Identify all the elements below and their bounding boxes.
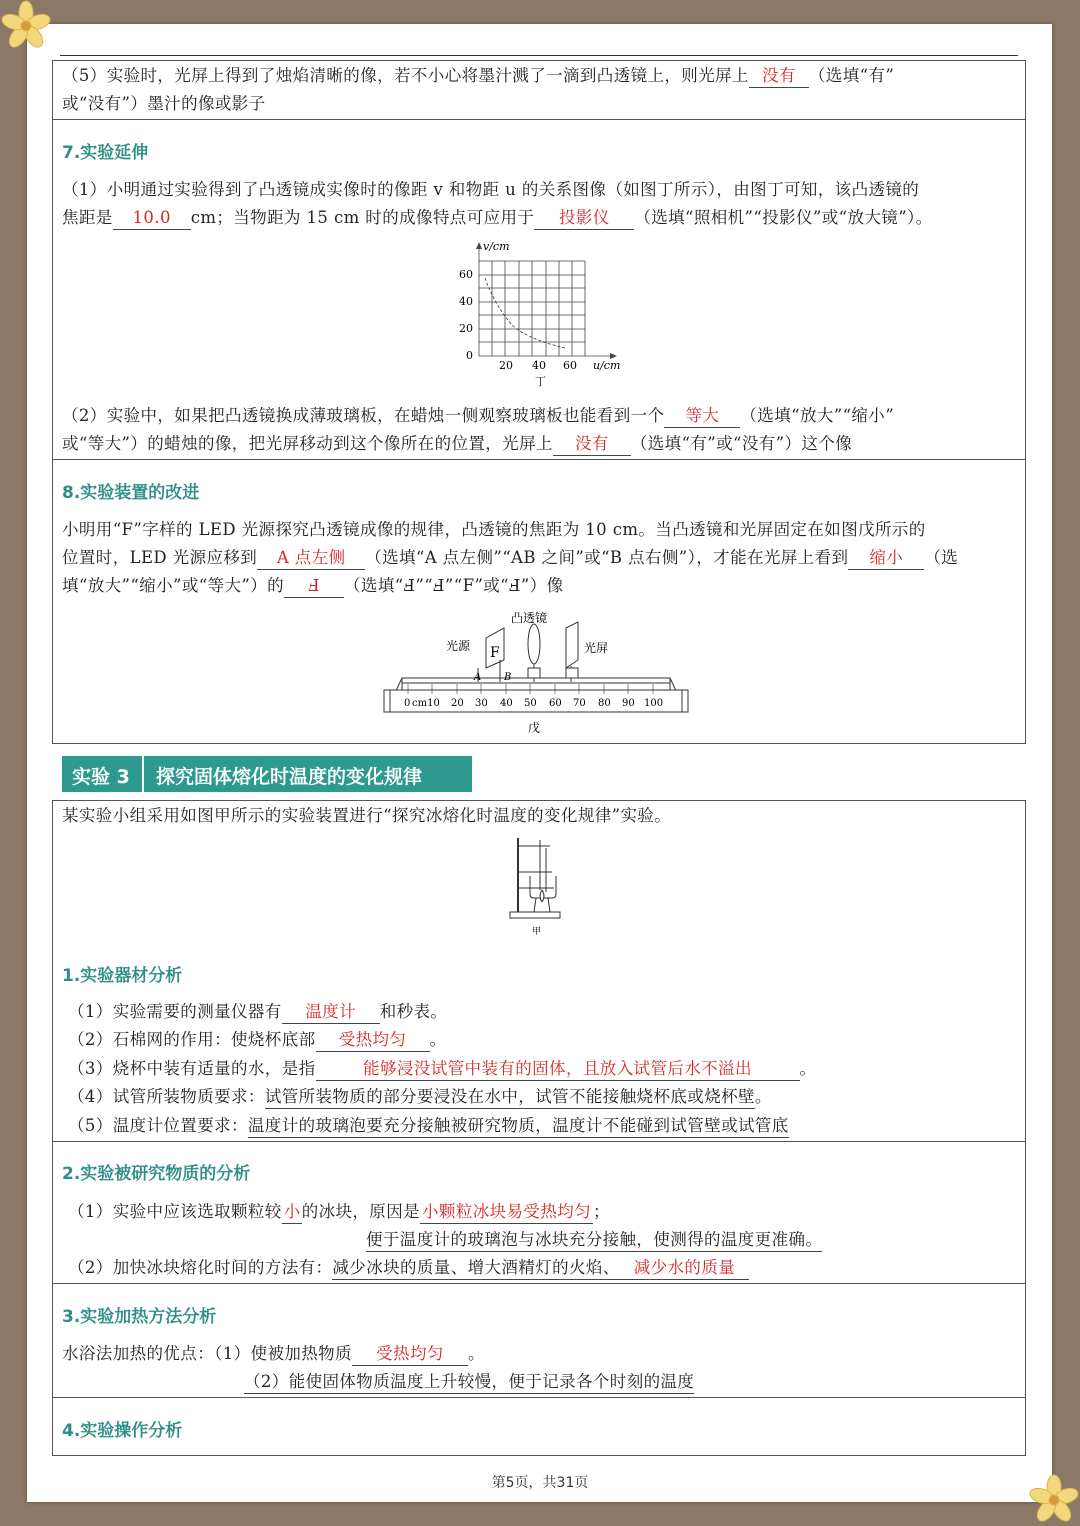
e3-item-2	[244, 1368, 694, 1396]
x-axis-label: u/cm	[593, 359, 621, 372]
y-tick: 0	[466, 349, 473, 362]
divider	[53, 1397, 1025, 1398]
answer-blank: 受热均匀	[316, 1029, 430, 1052]
answer-blank: 小颗粒冰块易受热均匀	[420, 1201, 593, 1224]
s8-line-1: 小明用“F”字样的 LED 光源探究凸透镜成像的规律，凸透镜的焦距为 10 cm。当凸透镜和光屏固定在如图戊所示的	[62, 520, 926, 539]
tick-label: 40	[500, 698, 513, 709]
tick-label: 90	[622, 698, 635, 709]
point-b-label: B	[504, 672, 512, 683]
underlined-answer: 便于温度计的玻璃泡与冰块充分接触，使测得的温度更准确。	[366, 1229, 822, 1252]
tick-label: 60	[549, 698, 562, 709]
answer-blank: Ⅎ	[284, 575, 344, 598]
q5-line-2: 或“没有”）墨汁的像或影子	[62, 94, 266, 113]
tick-label: 20	[451, 698, 464, 709]
figure-caption: 甲	[532, 927, 542, 937]
answer-blank: 能够浸没试管中装有的固体，且放入试管后水不溢出	[316, 1058, 800, 1081]
x-tick: 20	[499, 359, 513, 372]
figure-jia-apparatus	[504, 832, 568, 938]
tick-label: 80	[598, 698, 611, 709]
answer-blank: 10.0	[113, 207, 191, 230]
underlined-answer: （2）能使固体物质温度上升较慢，便于记录各个时刻的温度	[244, 1371, 694, 1394]
tick-label: 50	[524, 698, 537, 709]
tick-label: cm10	[412, 698, 440, 709]
underlined-answer: 温度计的玻璃泡要充分接触被研究物质，温度计不能碰到试管壁或试管底	[248, 1115, 789, 1138]
tick-label: 30	[475, 698, 488, 709]
experiment-number: 实验 3	[72, 766, 130, 788]
figure-wu-optical-bench	[380, 602, 700, 740]
answer-text: 减少水的质量	[633, 1258, 736, 1277]
x-tick: 60	[563, 359, 577, 372]
figure-caption: 丁	[535, 375, 546, 388]
s7-p1-line-2: 焦距是 10.0 cm；当物距为 15 cm 时的成像特点可应用于 投影仪 （选填“照相机”“投影仪”或“放大镜”）。	[62, 204, 933, 232]
page-footer: 第5页，共31页	[491, 1475, 589, 1491]
y-tick: 40	[459, 295, 473, 308]
answer-blank: 投影仪	[534, 207, 634, 230]
header-rule	[60, 55, 1018, 56]
divider	[53, 1283, 1025, 1284]
y-tick: 20	[459, 322, 473, 335]
experiment-banner	[62, 756, 472, 792]
answer-blank: 没有	[553, 433, 631, 456]
tick-label: 0	[404, 698, 411, 709]
y-axis-label: v/cm	[483, 240, 510, 253]
x-tick: 40	[532, 359, 546, 372]
s7-p2-line-2: 或“等大”）的蜡烛的像，把光屏移动到这个像所在的位置，光屏上 没有 （选填“有”或“没有”）这个像	[62, 430, 852, 458]
lens-label: 凸透镜	[511, 611, 548, 625]
s8-line-2: 位置时，LED 光源应移到 A 点左侧 （选填“A 点左侧”“AB 之间”或“B 点右侧”），才能在光屏上看到 缩小 （选	[62, 544, 958, 572]
answer-blank: 没有	[749, 65, 809, 88]
e1-item-5: （5）温度计位置要求：温度计的玻璃泡要充分接触被研究物质，温度计不能碰到试管壁或试管底	[68, 1112, 789, 1140]
underlined-answer: 减少冰块的质量、增大酒精灯的火焰、 减少水的质量	[332, 1257, 749, 1280]
divider	[52, 459, 1026, 460]
intro-text: 某实验小组采用如图甲所示的实验装置进行“探究冰熔化时温度的变化规律”实验。	[62, 806, 672, 825]
source-label: 光源	[446, 639, 471, 653]
divider	[53, 1141, 1025, 1142]
s7-p2-line-1: （2）实验中，如果把凸透镜换成薄玻璃板，在蜡烛一侧观察玻璃板也能看到一个 等大 （选填“放大”“缩小”	[62, 402, 894, 430]
f-letter: F	[490, 645, 500, 661]
screen-label: 光屏	[584, 641, 609, 655]
point-a-label: A	[474, 672, 482, 683]
figure-ding-graph	[455, 238, 635, 390]
answer-blank: 受热均匀	[352, 1343, 468, 1366]
e2-item-1: （1）实验中应该选取颗粒较 小的冰块，原因是 小颗粒冰块易受热均匀 ；	[68, 1198, 610, 1226]
section-title: 4.实验操作分析	[62, 1421, 183, 1441]
s8-line-3: 填“放大”“缩小”或“等大”）的 Ⅎ （选填“Ⅎ”“Ⅎ”“F”或“Ⅎ”）像	[62, 572, 564, 600]
answer-blank: A 点左侧	[257, 547, 365, 570]
answer-blank: 温度计	[282, 1001, 380, 1024]
flower-decoration-icon	[0, 0, 56, 56]
y-tick: 60	[459, 268, 473, 281]
figure-caption: 戊	[528, 721, 541, 735]
underlined-answer: 试管所装物质的部分要浸没在水中，试管不能接触烧杯底或烧杯壁	[265, 1086, 755, 1109]
s7-p1-line-1: （1）小明通过实验得到了凸透镜成实像时的像距 v 和物距 u 的关系图像（如图丁所示），由图丁可知，该凸透镜的	[62, 180, 920, 199]
banner-divider	[142, 756, 144, 792]
section-title: 1.实验器材分析	[62, 966, 183, 986]
tick-label: 100	[644, 698, 664, 709]
divider	[53, 119, 1025, 120]
e1-item-4: （4）试管所装物质要求：试管所装物质的部分要浸没在水中，试管不能接触烧杯底或烧杯壁。	[68, 1083, 772, 1111]
e2-item-2: （2）加快冰块熔化时间的方法有：减少冰块的质量、增大酒精灯的火焰、 减少水的质量	[68, 1254, 749, 1282]
section-title: 2.实验被研究物质的分析	[62, 1164, 251, 1184]
section-title: 3.实验加热方法分析	[62, 1307, 217, 1327]
section-title: 8.实验装置的改进	[62, 483, 200, 503]
e1-item-3: （3）烧杯中装有适量的水，是指 能够浸没试管中装有的固体，且放入试管后水不溢出 。	[68, 1055, 816, 1083]
e1-item-2: （2）石棉网的作用：使烧杯底部 受热均匀 。	[68, 1026, 446, 1054]
section-title: 7.实验延伸	[62, 143, 149, 163]
e1-item-1: （1）实验需要的测量仪器有 温度计 和秒表。	[68, 998, 447, 1026]
experiment-title: 探究固体熔化时温度的变化规律	[156, 766, 423, 788]
answer-blank: 小	[282, 1201, 302, 1224]
tick-label: 70	[573, 698, 586, 709]
e3-item-1: 水浴法加热的优点：（1）使被加热物质 受热均匀 。	[62, 1340, 485, 1368]
answer-blank: 等大	[664, 405, 740, 428]
answer-blank: 缩小	[848, 547, 924, 570]
e2-item-1-cont	[366, 1226, 822, 1254]
q5-line-1: （5）实验时，光屏上得到了烛焰清晰的像，若不小心将墨汁溅了一滴到凸透镜上，则光屏上 没有 （选填“有”	[62, 62, 894, 90]
